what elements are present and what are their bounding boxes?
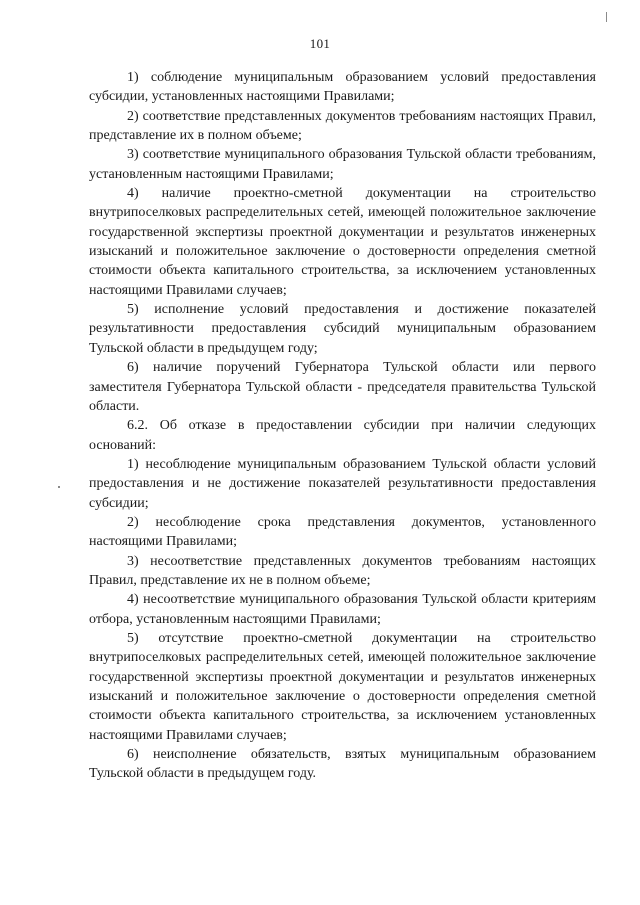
paragraph-refusal-4: 4) несоответствие муниципального образования Тульской области критериям отбора, установленным настоящими Правилами; — [89, 592, 596, 627]
paragraph-condition-5: 5) исполнение условий предоставления и достижение показателей результативности предоставления субсидий муниципальным образованием Тульской области в предыдущем году; — [89, 302, 596, 356]
paragraph-section-6-2: 6.2. Об отказе в предоставлении субсидии при наличии следующих оснований: — [89, 418, 596, 453]
document-body — [89, 68, 596, 784]
paragraph-condition-1: 1) соблюдение муниципальным образованием условий предоставления субсидии, установленных настоящими Правилами; — [89, 70, 596, 105]
paragraph-refusal-3: 3) несоответствие представленных документов требованиям настоящих Правил, представление их не в полном объеме; — [89, 553, 596, 588]
paragraph-condition-4: 4) наличие проектно-сметной документации на строительство внутрипоселковых распределительных сетей, имеющей положительное заключение государственной экспертизы проектной документации и результатов инженерных изысканий и положительное заключение о достоверности определения сметной стоимости объекта капитального строительства, за исключением установленных настоящими Правилами случаев; — [89, 186, 596, 298]
paragraph-refusal-6: 6) неисполнение обязательств, взятых муниципальным образованием Тульской области в предыдущем году. — [89, 747, 596, 782]
paragraph-refusal-5: 5) отсутствие проектно-сметной документации на строительство внутрипоселковых распределительных сетей, имеющей положительное заключение государственной экспертизы проектной документации и результатов инженерных изысканий и положительное заключение о достоверности определения сметной стоимости объекта капитального строительства, за исключением установленных настоящими Правилами случаев; — [89, 630, 596, 743]
scan-speck-left — [58, 486, 60, 488]
paragraph-condition-3: 3) соответствие муниципального образования Тульской области требованиям, установленным настоящими Правилами; — [89, 147, 596, 182]
page-number: 101 — [309, 36, 331, 51]
paragraph-condition-2: 2) соответствие представленных документов требованиям настоящих Правил, представление их в полном объеме; — [89, 108, 596, 144]
scan-speck-top-right — [606, 12, 607, 22]
paragraph-refusal-2: 2) несоблюдение срока представления документов, установленного настоящими Правилами; — [89, 514, 596, 550]
paragraph-condition-6: 6) наличие поручений Губернатора Тульской области или первого заместителя Губернатора Тульской области - председателя правительства Тульской области. — [89, 360, 596, 414]
paragraph-refusal-1: 1) несоблюдение муниципальным образованием Тульской области условий предоставления и не достижение показателей результативности предоставления субсидии; — [89, 456, 596, 511]
